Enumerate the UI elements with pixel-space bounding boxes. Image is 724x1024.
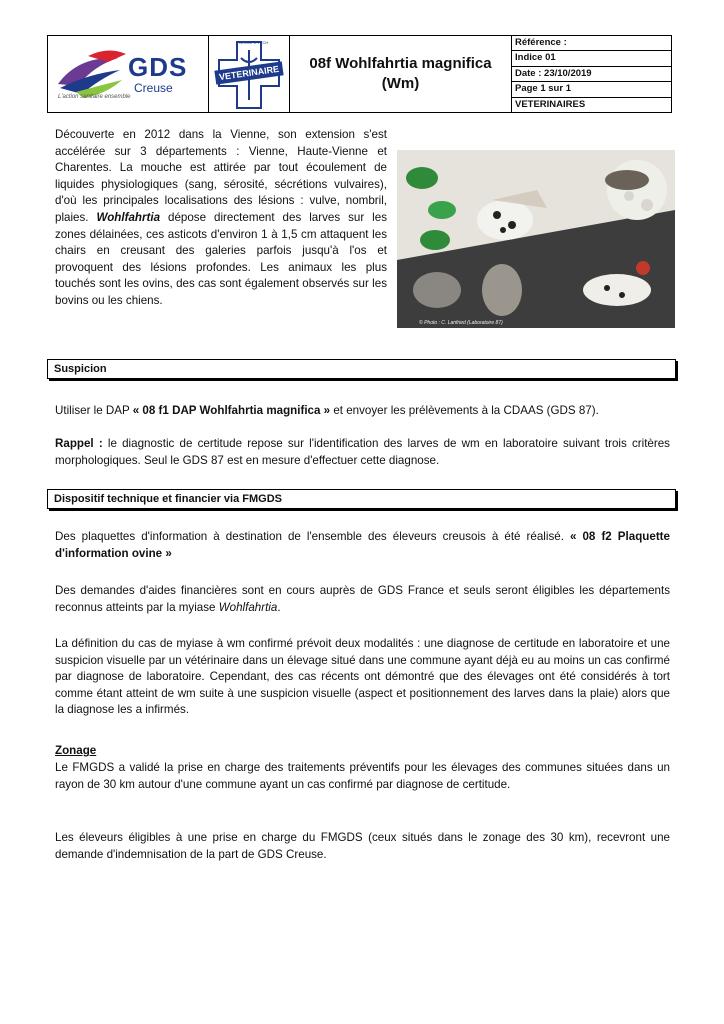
zonage-heading-text: Zonage	[55, 744, 97, 757]
suspicion-paragraph-1	[55, 403, 670, 420]
dispositif-paragraph-2	[55, 583, 670, 616]
vet-badge-top: GROUPE TECH	[239, 40, 269, 45]
section-suspicion-heading: Suspicion	[47, 359, 676, 379]
meta-audience: VETERINAIRES	[515, 98, 586, 110]
title-line-2: (Wm)	[381, 75, 420, 92]
dispositif-p1-a: Des plaquettes d'information à destination de l'ensemble des éleveurs creusois à été réalisé.	[55, 530, 570, 543]
meta-indice: Indice 01	[512, 51, 671, 66]
intro-italic: Wohlfahrtia	[96, 210, 161, 224]
fly-photo	[397, 150, 675, 328]
rappel-text: le diagnostic de certitude repose sur l'identification des larves de wm en laboratoire suivant trois critères morphologiques. Seul le GDS 87 est en mesure d'effectuer cette diagnose.	[55, 437, 670, 467]
meta-date: Date : 23/10/2019	[512, 67, 671, 82]
dispositif-p1-b: « 08 f2 Plaquette d'information ovine »	[55, 530, 670, 560]
zonage-heading	[55, 743, 670, 760]
suspicion-p1-b: « 08 f1 DAP Wohlfahrtia magnifica »	[132, 404, 331, 417]
vet-badge-label: VETERINAIRE	[214, 61, 283, 84]
logo-sub: Creuse	[134, 81, 173, 95]
dispositif-paragraph-3: La définition du cas de myiase à wm confirmé prévoit deux modalités : une diagnose de certitude en laboratoire et une suspicion visuelle par un vétérinaire dans un élevage situé dans une commune ayant déjà eu au moins un cas confirmé par diagnose de laboratoire. Cependant, des cas récents ont démontré que des élevages ont été considérés à tort comme étant atteint de wm suite à une suspicion visuelle (aspect et positionnement des larves dans la plaie) alors que la diagnose les a infirmés.	[55, 637, 670, 717]
vet-badge	[209, 36, 290, 112]
intro-text-a: Découverte en 2012 dans la Vienne, son extension s'est accélérée sur 3 départements : Vienne, Haute-Vienne et Charentes. La mouche est attirée par tout écoulement de liquides physiologiques (sang, sérosité, sécrétions vulvaires), d'où les principales localisations des lésions : vulve, nombril, plaies.	[55, 128, 387, 224]
document-header	[47, 35, 672, 113]
fly-illustration-icon	[397, 150, 675, 328]
suspicion-p1-a: Utiliser le DAP	[55, 404, 133, 417]
rappel-label: Rappel :	[55, 437, 103, 450]
meta-page: Page 1 sur 1	[512, 82, 671, 97]
suspicion-paragraph-2	[55, 436, 670, 469]
gds-logo	[48, 36, 209, 112]
title-line-1: 08f Wohlfahrtia magnifica	[309, 55, 492, 72]
logo-name: GDS	[128, 52, 188, 82]
logo-tagline: L'action sanitaire ensemble	[58, 94, 131, 100]
intro-text-b: dépose directement des larves sur les zones délainées, ces asticots d'environ 1 à 1,5 cm attaquent les chairs en creusant des galeries parfois jusqu'à l'os et provoquent des lésions profondes. Les animaux les plus touchés sont les ovins, des cas sont également observés sur les bovins ou les chiens.	[55, 210, 388, 307]
meta-reference: Référence :	[512, 36, 671, 51]
photo-credit: © Photo : C. Lanfried (Laboratoire 87)	[419, 320, 503, 326]
intro-paragraph	[55, 127, 387, 310]
dispositif-paragraph-1	[55, 529, 670, 562]
suspicion-p1-c: et envoyer les prélèvements à la CDAAS (GDS 87).	[330, 404, 599, 417]
dispositif-p2-a: Des demandes d'aides financières sont en cours auprès de GDS France et seuls seront éligibles les départements reconnus atteints par la myiase	[55, 584, 670, 614]
dispositif-p2-end: .	[277, 600, 281, 614]
document-title	[290, 36, 512, 112]
dispositif-p2-italic: Wohlfahrtia	[218, 600, 278, 614]
zonage-paragraph-2: Les éleveurs éligibles à une prise en charge du FMGDS (ceux situés dans le zonage des 30 km), recevront une demande d'indemnisation de la part de GDS Creuse.	[55, 831, 670, 861]
document-meta	[512, 36, 671, 112]
section-dispositif-heading: Dispositif technique et financier via FMGDS	[47, 489, 676, 509]
zonage-paragraph-1: Le FMGDS a validé la prise en charge des traitements préventifs pour les élevages des communes situées dans un rayon de 30 km autour d'une commune ayant un cas confirmé par diagnose de certitude.	[55, 761, 670, 791]
